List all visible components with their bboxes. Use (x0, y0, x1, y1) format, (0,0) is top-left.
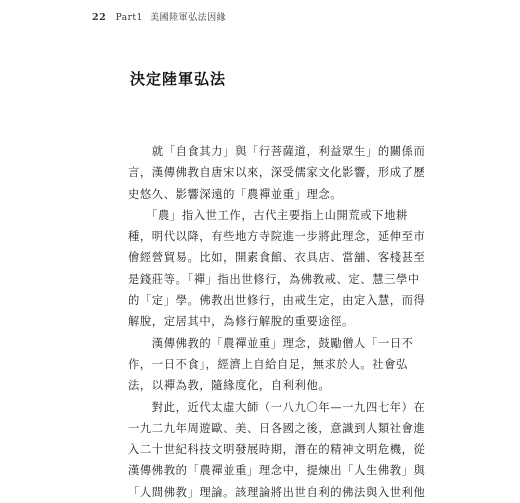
text-line: 的「定」學。佛教出世修行，由戒生定，由定入慧，而得 (128, 294, 426, 308)
body-text (128, 141, 426, 503)
text-line: 「人間佛教」理論。該理論將出世自利的佛法與入世利他 (128, 485, 426, 499)
text-line: 「農」指入世工作，古代主要指上山開荒或下地耕 (128, 208, 408, 222)
text-line: 一九二九年周遊歐、美、日各國之後，意識到人類社會進 (128, 421, 426, 435)
text-line: 入二十世紀科技文明發展時期，潛在的精神文明危機，從 (128, 443, 426, 457)
part-label: Part1 (115, 13, 143, 23)
text-line: 對此，近代太虛大師（一八九〇年—一九四七年）在 (128, 400, 426, 414)
text-line: 作，一日不食」，經濟上自給自足，無求於人。社會弘 (128, 357, 408, 371)
paragraph (128, 205, 426, 333)
book-title: 美國陸軍弘法因緣 (150, 13, 227, 23)
text-line: 法，以禪為教，隨緣度化，自利利他。 (128, 379, 331, 393)
text-line: 種，明代以降，有些地方寺院進一步將此理念，延伸至市 (128, 230, 426, 244)
section-title: 決定陸軍弘法 (130, 70, 227, 88)
running-header (92, 10, 226, 23)
paragraph (128, 333, 414, 397)
text-line: 言，漢傳佛教自唐宋以來，深受儒家文化影響，形成了歷 (128, 166, 426, 180)
paragraph (128, 141, 426, 205)
text-line: 漢傳佛教的「農禪並重」理念中，提煉出「人生佛教」與 (128, 464, 426, 478)
page-number: 22 (92, 12, 107, 23)
text-line: 就「自食其力」與「行菩薩道，利益眾生」的關係而 (128, 145, 426, 158)
text-line: 漢傳佛教的「農禪並重」理念，鼓勵僧人「一日不 (128, 336, 414, 350)
paragraph (128, 397, 426, 503)
text-line: 史悠久、影響深遠的「農禪並重」理念。 (128, 187, 343, 201)
text-line: 儈經營貿易。比如，開素食館、衣具店、當舖、客棧甚至 (128, 251, 426, 265)
text-line: 是錢莊等。「禪」指出世修行，為佛教戒、定、慧三學中 (128, 272, 420, 286)
text-line: 解脫，定居其中，為修行解脫的重要途徑。 (128, 315, 355, 329)
